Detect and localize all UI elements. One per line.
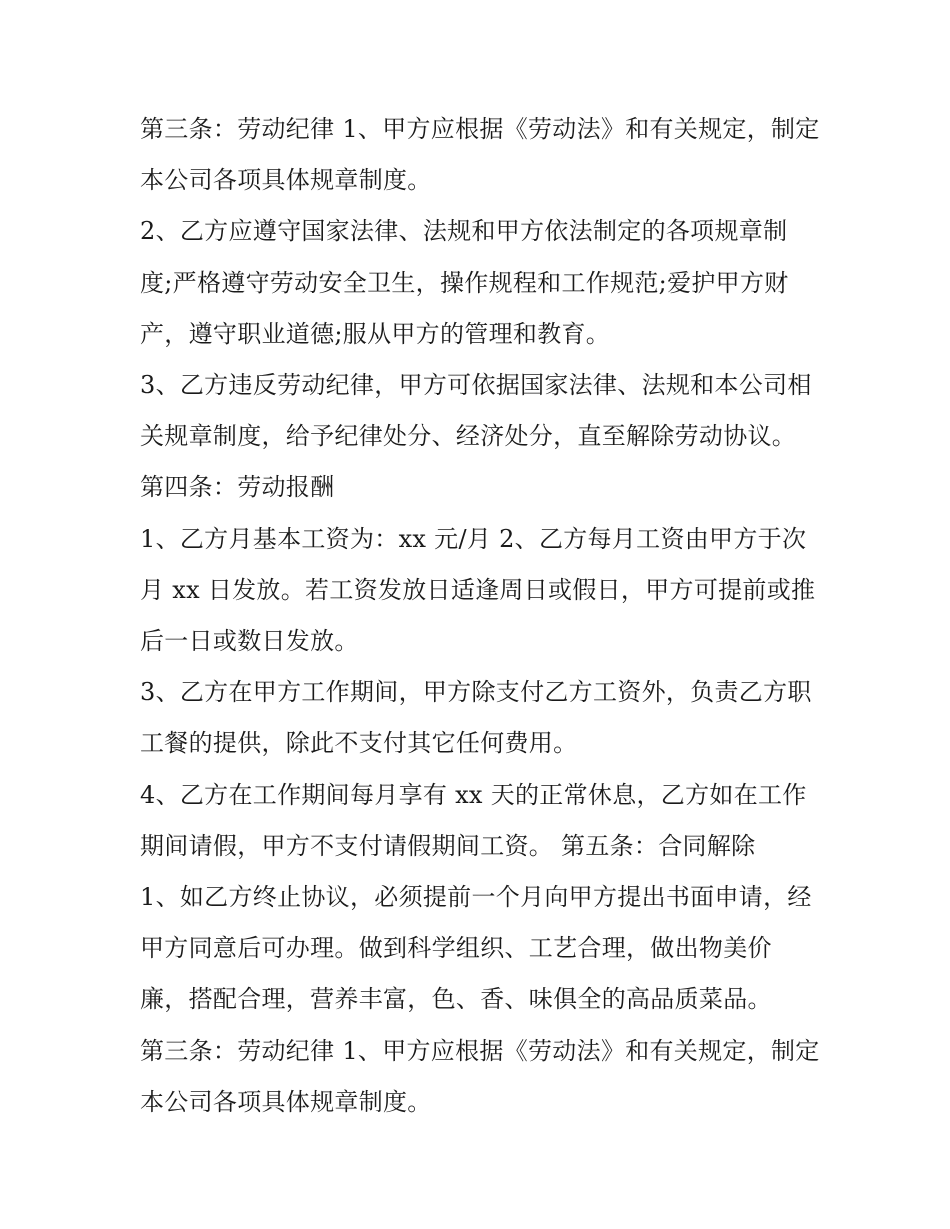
document-body xyxy=(140,104,820,1128)
paragraph-discipline-item-2: 2、乙方应遵守国家法律、法规和甲方依法制定的各项规章制度;严格遵守劳动安全卫生，操作规程和工作规范;爱护甲方财产，遵守职业道德;服从甲方的管理和教育。 xyxy=(140,217,789,348)
paragraph-article-3-repeat: 第三条：劳动纪律 1、甲方应根据《劳动法》和有关规定，制定本公司各项具体规章制度。 xyxy=(140,1036,820,1116)
paragraph-discipline-item-3: 3、乙方违反劳动纪律，甲方可依据国家法律、法规和本公司相关规章制度，给予纪律处分、经济处分，直至解除劳动协议。 第四条：劳动报酬 xyxy=(140,371,812,502)
paragraph-remuneration-item-3: 3、乙方在甲方工作期间，甲方除支付乙方工资外，负责乙方职工餐的提供，除此不支付其它任何费用。 xyxy=(140,678,812,758)
paragraph-remuneration-item-4: 4、乙方在工作期间每月享有 xx 天的正常休息，乙方如在工作期间请假，甲方不支付请假期间工资。 第五条：合同解除 xyxy=(140,780,807,860)
paragraph-article-3-discipline: 第三条：劳动纪律 1、甲方应根据《劳动法》和有关规定，制定本公司各项具体规章制度。 xyxy=(140,115,820,195)
paragraph-remuneration-item-1-2: 1、乙方月基本工资为：xx 元/月 2、乙方每月工资由甲方于次月 xx 日发放。若工资发放日适逢周日或假日，甲方可提前或推后一日或数日发放。 xyxy=(140,524,816,656)
paragraph-termination-item-1: 1、如乙方终止协议，必须提前一个月向甲方提出书面申请，经甲方同意后可办理。做到科学组织、工艺合理，做出物美价廉，搭配合理，营养丰富，色、香、味俱全的高品质菜品。 xyxy=(140,883,812,1014)
